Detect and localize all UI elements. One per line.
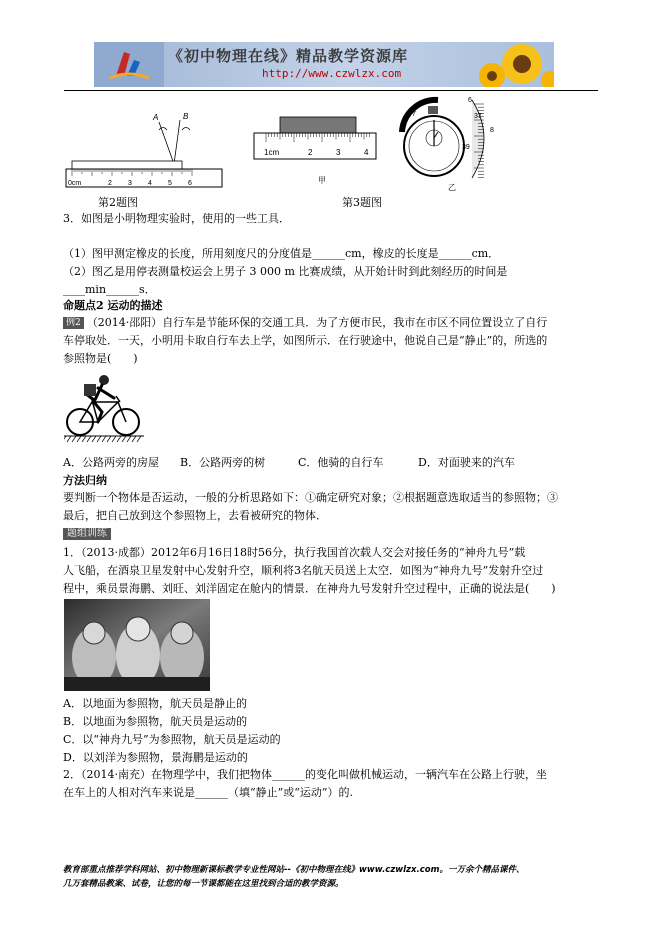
footer-line-1: 教育部重点推荐学科网站、初中物理新课标教学专业性网站--《初中物理在线》www.czwlzx.com。一万余个精品课件、 (63, 865, 525, 875)
ruler-reading-figure (64, 108, 224, 190)
ground-hatch-line (102, 436, 106, 442)
ground-hatch-line (132, 436, 136, 442)
q1-line-2: 人飞船，在酒泉卫星发射中心发射升空，顺利将3名航天员送上太空．如图为“神舟九号”发射升空过 (63, 564, 544, 577)
q3-part2-line2: ____min______s． (63, 283, 156, 296)
practice-tag: 题组训练 (63, 528, 111, 540)
footer-line-2: 几万套精品教案、试卷，让您的每一节课都能在这里找到合适的教学资源。 (63, 878, 344, 889)
example-line-2: 车停取处．一天，小明用卡取自行车去上学，如图所示．在行驶途中，他说自己是“静止”的，所选的 (63, 334, 548, 347)
ground-hatch-line (117, 436, 121, 442)
ground-hatch-line (107, 436, 111, 442)
stopwatch-figure (398, 92, 513, 195)
example-text-1: （2014·邵阳）自行车是节能环保的交通工具．为了方便市民，我市在市区不同位置设立了自行 (86, 316, 548, 329)
banner-url[interactable]: http://www.czwlzx.com (262, 67, 402, 80)
header-banner (94, 42, 554, 87)
method-line-2: 最后，把自己放到这个参照物上，去看被研究的物体． (63, 509, 327, 522)
example-line-3: 参照物是( ) (63, 352, 138, 365)
ruler-label-3: 3 (128, 180, 132, 187)
q2-line-2: 在车上的人相对汽车来说是______（填“静止”或“运动”）的. (63, 786, 353, 799)
q1-option-c: C．以“神舟九号”为参照物，航天员是运动的 (63, 733, 281, 746)
q3-stem: 3．如图是小明物理实验时，使用的一些工具． (63, 212, 290, 225)
example-line-1 (63, 316, 547, 330)
ruler-label-4: 4 (364, 148, 369, 157)
footer (63, 864, 603, 891)
ruler-label-2: 2 (108, 180, 112, 187)
site-logo-icon (94, 42, 164, 87)
scale-number-7: 7 (412, 111, 416, 118)
ruler-label-0: 0cm (68, 180, 82, 187)
example-option-c: C．他骑的自行车 (298, 456, 384, 469)
method-line-1: 要判断一个物体是否运动，一般的分析思路如下：①确定研究对象；②根据题意选取适当的参照物；③ (63, 491, 558, 504)
ruler-label-2: 2 (308, 148, 313, 157)
cyclist-figure (64, 372, 144, 444)
scale-number-39: 39 (462, 144, 470, 151)
ruler-label-3: 3 (336, 148, 341, 157)
ground-hatch-line (67, 436, 71, 442)
ruler-label-5: 5 (168, 180, 172, 187)
stopwatch-button (428, 106, 438, 114)
rider-head (99, 375, 109, 385)
q3-part1: （1）图甲测定橡皮的长度，所用刻度尺的分度值是______cm，橡皮的长度是______cm． (63, 247, 500, 260)
q2-line-1: 2．（2014·南充）在物理学中，我们把物体______的变化叫做机械运动，一辆汽车在公路上行驶，坐 (63, 768, 547, 781)
banner-title: 《初中物理在线》精品教学资源库 (168, 47, 409, 65)
ground-hatch-line (72, 436, 76, 442)
astronauts-photo (64, 599, 210, 691)
scale-number-6: 6 (468, 97, 472, 104)
example-tag: 例2 (63, 317, 84, 329)
header-rule (64, 90, 598, 91)
figure-caption-jia: 甲 (318, 176, 326, 185)
ground-hatch-line (87, 436, 91, 442)
practice-tag-row (63, 527, 114, 541)
eraser-ruler-figure (250, 113, 380, 188)
example-option-b: B．公路两旁的树 (180, 456, 266, 469)
q1-option-a: A．以地面为参照物，航天员是静止的 (63, 697, 247, 710)
ruler-label-1cm: 1cm (264, 148, 280, 157)
method-heading: 方法归纳 (63, 474, 107, 487)
section-heading: 命题点2 运动的描述 (63, 299, 163, 312)
figure2-caption: 第2题图 (98, 196, 138, 209)
q1-line-3: 程中，乘员景海鹏、刘旺、刘洋固定在舱内的情景．在神舟九号发射升空过程中，正确的说法是( ) (63, 582, 556, 595)
scale-number-37: 37 (474, 113, 482, 120)
figure-caption-yi: 乙 (448, 183, 456, 192)
ruler-label-4: 4 (148, 180, 152, 187)
ground-hatch-line (97, 436, 101, 442)
q1-option-d: D．以刘洋为参照物，景海鹏是运动的 (63, 751, 248, 764)
figure3-caption: 第3题图 (342, 196, 382, 209)
example-option-a: A．公路两旁的房屋 (63, 456, 159, 469)
ground-hatch-line (112, 436, 116, 442)
eraser (280, 117, 356, 133)
measured-object (72, 161, 182, 169)
example-option-d: D．对面驶来的汽车 (418, 456, 515, 469)
ground-hatch-line (137, 436, 141, 442)
ground-hatch-line (64, 436, 66, 442)
q1-option-b: B．以地面为参照物，航天员是运动的 (63, 715, 248, 728)
scale-number-8: 8 (490, 127, 494, 134)
ground-hatch-line (77, 436, 81, 442)
sunflower-icon (474, 42, 554, 87)
q1-line-1: 1．（2013·成都）2012年6月16日18时56分，执行我国首次载人交会对接任务的“神舟九号”载 (63, 546, 526, 559)
ground-hatch-line (127, 436, 131, 442)
ground-hatch-line (92, 436, 96, 442)
ruler-label-6: 6 (188, 180, 192, 187)
eye-label-a: A (153, 113, 159, 122)
backpack (84, 384, 96, 396)
ground-hatch-line (122, 436, 126, 442)
eye-label-b: B (183, 112, 189, 121)
ground-hatch-line (82, 436, 86, 442)
q3-part2-line1: （2）图乙是用停表测量校运会上男子 3 000 m 比赛成绩，从开始计时到此刻经历的时间是 (63, 265, 508, 278)
